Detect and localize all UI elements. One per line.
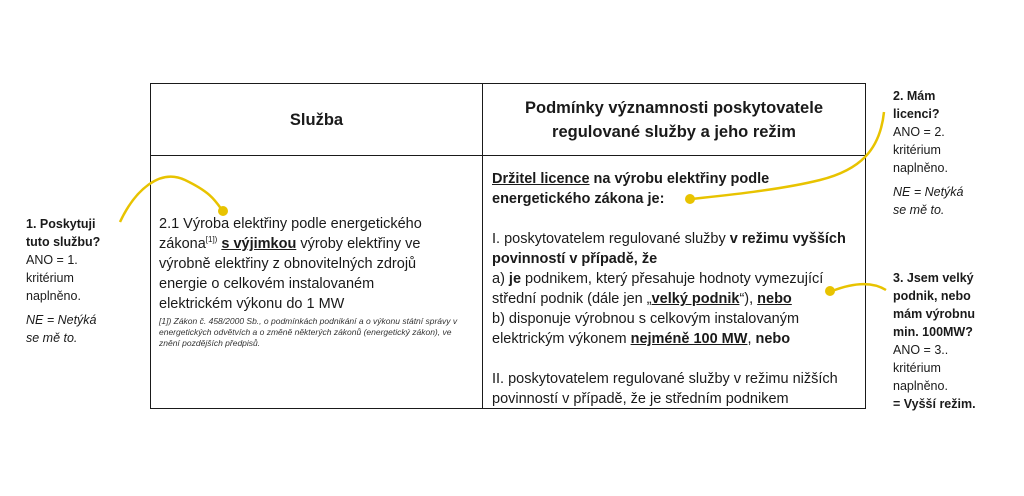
side3-ano-2: kritérium xyxy=(893,361,941,375)
condition-lower-regime: II. poskytovatelem regulované služby v režimu nižších povinností v případě, že je středním podnikem xyxy=(492,371,838,407)
side3-result: = Vyšší režim. xyxy=(893,397,976,411)
side1-ne-1: NE = Netýká xyxy=(26,313,97,327)
side1-ano-2: kritérium xyxy=(26,271,74,285)
a-velky-podnik: velký podnik xyxy=(651,291,740,307)
service-text-a: 2.1 Výroba elektřiny podle energetického zákona xyxy=(159,216,422,252)
side2-ano-2: kritérium xyxy=(893,143,941,157)
p1-bold: v režimu vyšších povinností v případě, že xyxy=(492,231,846,267)
side3-title-1: 3. Jsem velký xyxy=(893,271,974,285)
b-nebo: nebo xyxy=(755,331,791,347)
connector-dot-1 xyxy=(218,206,228,216)
side2-ano-1: ANO = 2. xyxy=(893,125,945,139)
side3-ano-1: ANO = 3.. xyxy=(893,343,949,357)
holder-term: Držitel licence xyxy=(492,171,590,187)
b-sep: , xyxy=(747,331,756,347)
header-service-text: Služba xyxy=(289,110,344,129)
service-text-b: výroby elektřiny ve výrobně elektřiny z obnovitelných zdrojů energie o celkovém instalovaném elektrickém výkonu do 1 MW xyxy=(159,236,421,312)
side3-title-4: min. 100MW? xyxy=(893,325,973,339)
p1-text: I. poskytovatelem regulované služby xyxy=(492,231,730,247)
a-nebo: nebo xyxy=(757,291,792,307)
connector-line-3 xyxy=(832,284,886,291)
side2-ano-3: naplněno. xyxy=(893,161,948,175)
a-close: “), xyxy=(739,291,758,307)
service-footnote: [1]) Zákon č. 458/2000 Sb., o podmínkách podnikání a o výkonu státní správy v energetických odvětvích a o změně některých zákonů (energetický zákon), ve znění pozdějších předpisů. xyxy=(159,316,458,348)
connector-dot-2 xyxy=(685,194,695,204)
side2-ne-1: NE = Netýká xyxy=(893,185,964,199)
side3-title-2: podnik, nebo xyxy=(893,289,971,303)
connector-line-1 xyxy=(120,177,222,222)
side1-ne-2: se mě to. xyxy=(26,331,78,345)
b-bold: nejméně 100 MW xyxy=(630,331,748,347)
a-je: je xyxy=(508,271,522,287)
connector-dot-3 xyxy=(825,286,835,296)
a-prefix: a) xyxy=(492,271,509,287)
side2-title-1: 2. Mám xyxy=(893,89,936,103)
side1-title-2: tuto službu? xyxy=(26,235,101,249)
b-text: b) disponuje výrobnou s celkovým instalovaným elektrickým výkonem xyxy=(492,311,800,347)
side2-title-2: licenci? xyxy=(893,107,940,121)
side1-ano-3: naplněno. xyxy=(26,289,81,303)
footnote-mark: [1]) xyxy=(205,235,218,245)
side1-ano-1: ANO = 1. xyxy=(26,253,78,267)
header-conditions-line1: Podmínky významnosti poskytovatele xyxy=(524,98,823,117)
a-text: podnikem, který přesahuje hodnoty vymezující střední podnik (dále jen „ xyxy=(492,271,824,307)
side2-ne-2: se mě to. xyxy=(893,203,945,217)
header-conditions-line2: regulované služby a jeho režim xyxy=(552,122,796,141)
side1-title-1: 1. Poskytuji xyxy=(26,217,96,231)
connector-line-2 xyxy=(691,112,884,199)
intro-rest: na výrobu elektřiny podle energetického zákona je: xyxy=(492,171,770,207)
side3-title-3: mám výrobnu xyxy=(893,307,975,321)
service-exception: s výjimkou xyxy=(221,236,297,252)
side3-ano-3: naplněno. xyxy=(893,379,948,393)
